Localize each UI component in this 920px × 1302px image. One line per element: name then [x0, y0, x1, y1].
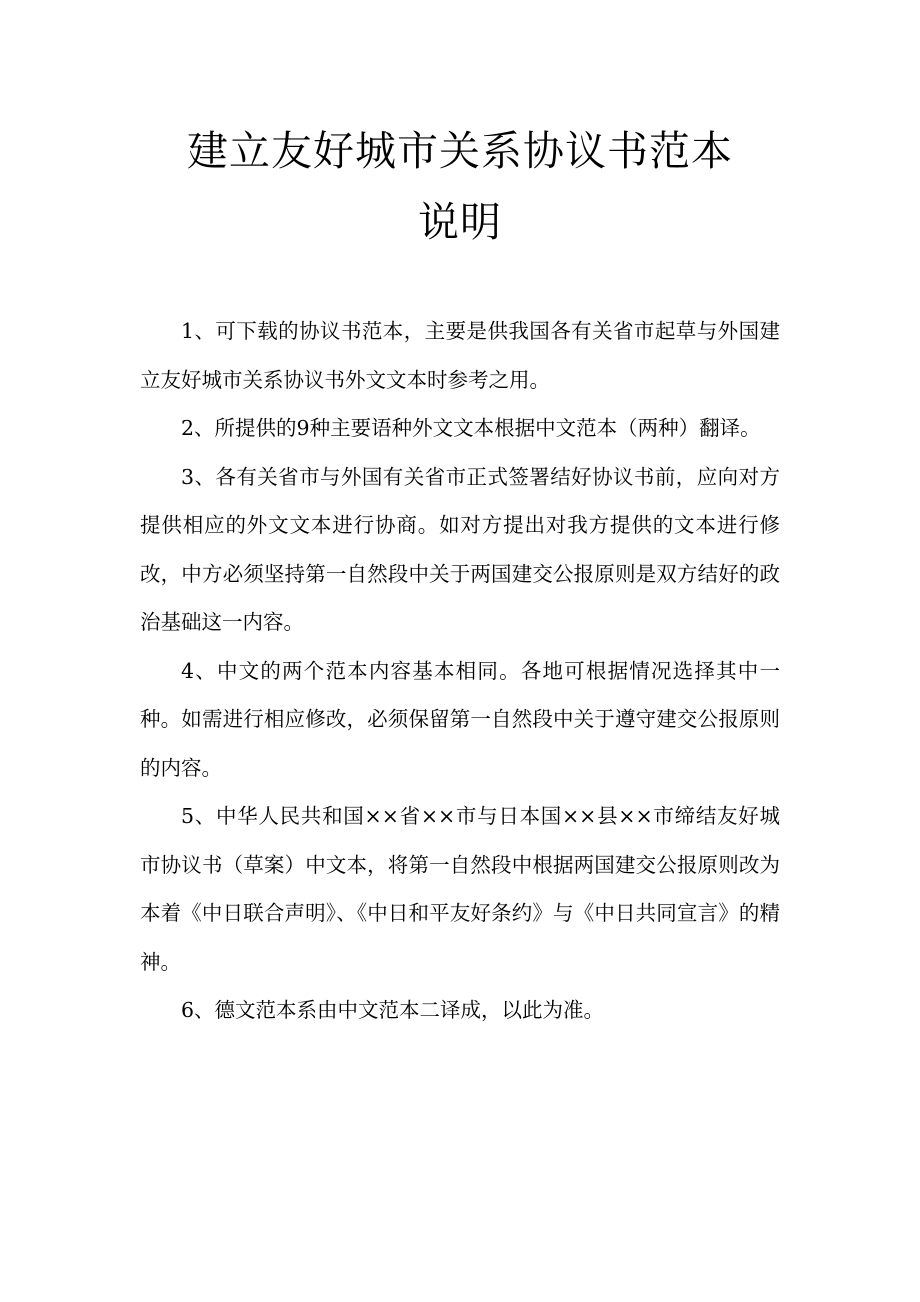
document-body — [140, 307, 780, 1035]
paragraph-3: 3、各有关省市与外国有关省市正式签署结好协议书前，应向对方提供相应的外文文本进行协商。如对方提出对我方提供的文本进行修改，中方必须坚持第一自然段中关于两国建交公报原则是双方结好的政治基础这一内容。 — [140, 464, 780, 634]
document-subtitle: 说明 — [418, 198, 502, 246]
paragraph-5: 5、中华人民共和国××省××市与日本国××县××市缔结友好城市协议书（草案）中文本，将第一自然段中根据两国建交公报原则改为本着《中日联合声明》、《中日和平友好条约》与《中日共同宣言》的精神。 — [140, 804, 780, 974]
paragraph-6: 6、德文范本系由中文范本二译成，以此为准。 — [181, 998, 605, 1022]
paragraph-4: 4、中文的两个范本内容基本相同。各地可根据情况选择其中一种。如需进行相应修改，必须保留第一自然段中关于遵守建交公报原则的内容。 — [140, 658, 780, 780]
paragraph-2: 2、所提供的9种主要语种外文文本根据中文范本（两种）翻译。 — [181, 416, 761, 440]
document-title: 建立友好城市关系协议书范本 — [187, 127, 733, 175]
paragraph-1: 1、可下载的协议书范本，主要是供我国各有关省市起草与外国建立友好城市关系协议书外文文本时参考之用。 — [140, 319, 780, 392]
